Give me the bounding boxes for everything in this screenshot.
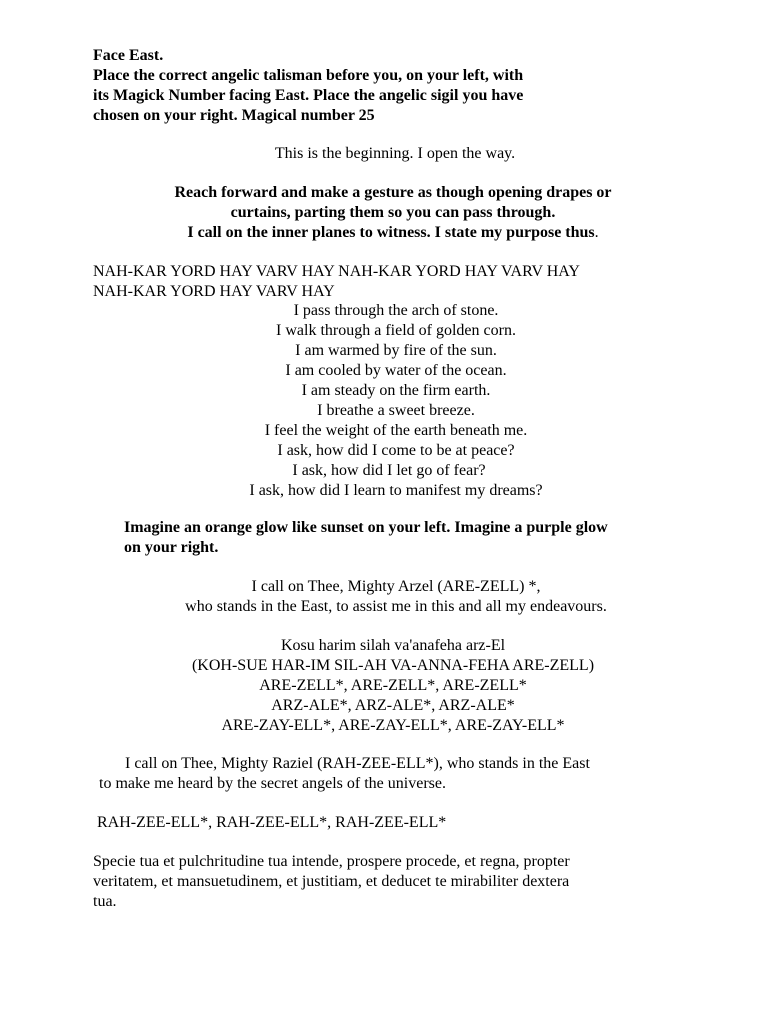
arzel-line: who stands in the East, to assist me in this and all my endeavours. <box>185 598 607 615</box>
chant-word: NAH-KAR <box>338 263 412 280</box>
gesture-call-line <box>0 223 768 243</box>
journey-line: I am cooled by water of the ocean. <box>285 362 507 379</box>
intro-instructions <box>93 46 523 126</box>
arzel-invocation <box>0 577 768 617</box>
journey-block <box>0 301 768 501</box>
chant-word: HAY <box>219 263 253 280</box>
beginning-line: This is the beginning. I open the way. <box>274 145 516 162</box>
kosu-line: (KOH-SUE HAR-IM SIL-AH VA-ANNA-FEHA ARE-ZELL) <box>191 657 595 674</box>
journey-line: I ask, how did I let go of fear? <box>292 462 486 479</box>
journey-line: I ask, how did I learn to manifest my dreams? <box>249 482 543 499</box>
latin-passage <box>93 852 570 912</box>
gesture-instructions <box>0 183 768 243</box>
chant-word: HAY <box>546 263 580 280</box>
chant-block <box>93 262 673 302</box>
chant-word: VARV <box>501 263 543 280</box>
intro-line: chosen on your right. Magical number 25 <box>93 107 375 124</box>
journey-line: I ask, how did I come to be at peace? <box>277 442 515 459</box>
chant-word: YORD <box>170 263 216 280</box>
latin-line: tua. <box>93 893 117 910</box>
imagine-instructions <box>124 518 608 558</box>
kosu-line: ARE-ZELL*, ARE-ZELL*, ARE-ZELL* <box>259 677 527 694</box>
journey-line: I pass through the arch of stone. <box>293 302 499 319</box>
chant-word: VARV <box>255 263 298 280</box>
raziel-line: I call on Thee, Mighty Raziel (RAH-ZEE-ELL*), who stands in the East <box>125 755 590 772</box>
journey-line: I am warmed by fire of the sun. <box>295 342 497 359</box>
gesture-line: Reach forward and make a gesture as though opening drapes or <box>174 184 612 201</box>
journey-line: I walk through a field of golden corn. <box>276 322 516 339</box>
journey-line: I am steady on the firm earth. <box>301 382 491 399</box>
intro-line: its Magick Number facing East. Place the angelic sigil you have <box>93 87 524 104</box>
chant-line-1 <box>93 262 673 282</box>
journey-line: I breathe a sweet breeze. <box>317 402 475 419</box>
chant-word: YORD <box>415 263 461 280</box>
gesture-call-text: I call on the inner planes to witness. I state my purpose thus <box>187 224 595 241</box>
latin-line: Specie tua et pulchritudine tua intende, prospere procede, et regna, propter <box>93 853 570 870</box>
imagine-line: on your right. <box>124 539 219 556</box>
raziel-invocation <box>99 754 590 794</box>
imagine-line: Imagine an orange glow like sunset on your left. Imagine a purple glow <box>124 519 608 536</box>
arzel-line: I call on Thee, Mighty Arzel (ARE-ZELL) *, <box>251 578 541 595</box>
raziel-chant-line: RAH-ZEE-ELL*, RAH-ZEE-ELL*, RAH-ZEE-ELL* <box>97 814 447 831</box>
raziel-chant <box>97 813 446 833</box>
journey-line: I feel the weight of the earth beneath me. <box>264 422 528 439</box>
beginning-block <box>0 144 768 164</box>
chant-line-2: NAH-KAR YORD HAY VARV HAY <box>93 283 335 300</box>
latin-line: veritatem, et mansuetudinem, et justitiam, et deducet te mirabiliter dextera <box>93 873 570 890</box>
intro-line: Face East. <box>93 47 164 64</box>
chant-word: NAH-KAR <box>93 263 167 280</box>
intro-line: Place the correct angelic talisman before you, on your left, with <box>93 67 524 84</box>
kosu-chant <box>0 636 768 736</box>
kosu-line: Kosu harim silah va'anafeha arz-El <box>280 637 506 654</box>
kosu-line: ARE-ZAY-ELL*, ARE-ZAY-ELL*, ARE-ZAY-ELL* <box>221 717 565 734</box>
chant-word: HAY <box>301 263 335 280</box>
kosu-line: ARZ-ALE*, ARZ-ALE*, ARZ-ALE* <box>271 697 515 714</box>
gesture-line: curtains, parting them so you can pass through. <box>230 204 556 221</box>
chant-word: HAY <box>464 263 498 280</box>
raziel-line: to make me heard by the secret angels of the universe. <box>99 775 446 792</box>
gesture-call-period: . <box>594 224 599 241</box>
